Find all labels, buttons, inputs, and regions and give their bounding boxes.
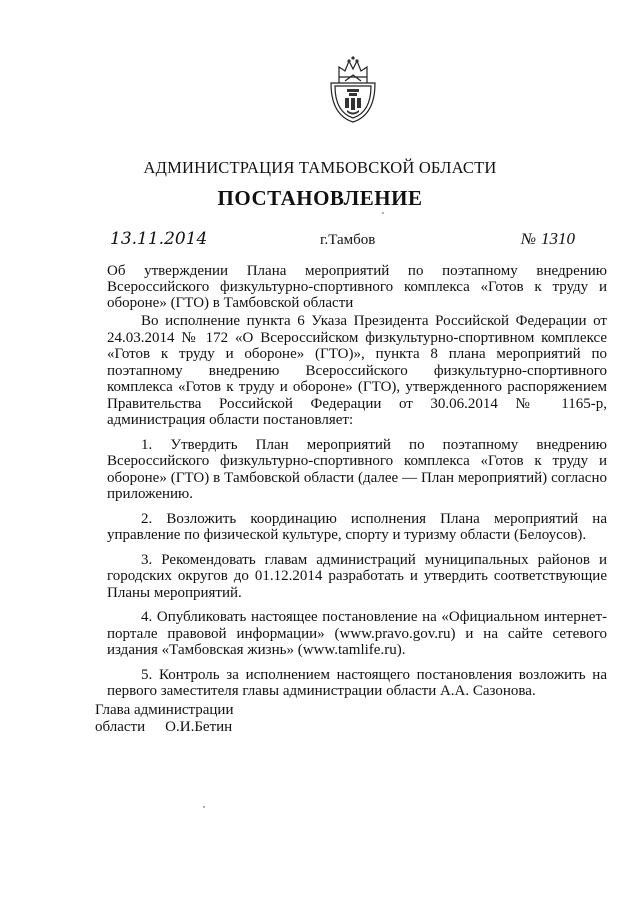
organization-name: АДМИНИСТРАЦИЯ ТАМБОВСКОЙ ОБЛАСТИ: [143, 158, 497, 177]
coat-of-arms-emblem: [325, 55, 381, 125]
scan-speck: [382, 212, 384, 214]
preamble-paragraph: Во исполнение пункта 6 Указа Президента Российской Федерации от 24.03.2014 № 172 «О Всероссийском физкультурно-спортивном комплексе «Готов к труду и обороне» (ГТО)», пункта 8 плана мероприятий по поэтапному внедрению Всероссийского физкультурно-спортивного комплекса «Готов к труду и обороне» (ГТО), утвержденного распоряжением Правительства Российской Федерации от 30.06.2014 № 1165-р, администрация области постановляет:: [107, 313, 607, 428]
signatory-name: О.И.Бетин: [165, 719, 233, 735]
signature-position-line2: области: [95, 719, 146, 735]
clause-2: 2. Возложить координацию исполнения Плана мероприятий на управление по физической культуре, спорту и туризму области (Белоусов).: [107, 510, 607, 543]
signature-position-line1: Глава администрации: [95, 702, 234, 718]
document-number: 1310: [541, 229, 575, 248]
clause-4: 4. Опубликовать настоящее постановление на «Официальном интернет-портале правовой информации» (www.pravo.gov.ru) и на сайте сетевого издания «Тамбовская жизнь» (www.tamlife.ru).: [107, 609, 607, 658]
document-number-label: №: [521, 231, 537, 248]
document-title: ПОСТАНОВЛЕНИЕ: [217, 186, 423, 210]
clause-1: 1. Утвердить План мероприятий по поэтапному внедрению Всероссийского физкультурно-спортивного комплекса «Готов к труду и обороне» (ГТО) в Тамбовской области (далее — План мероприятий) согласно приложению.: [107, 436, 607, 502]
scan-speck: [203, 806, 205, 808]
signature-block: [95, 702, 233, 736]
document-subject: Об утверждении Плана мероприятий по поэтапному внедрению Всероссийского физкультурно-спортивного комплекса «Готов к труду и обороне» (ГТО) в Тамбовской области: [107, 263, 607, 311]
document-body: [107, 313, 607, 700]
document-city: г.Тамбов: [320, 232, 376, 248]
clause-3: 3. Рекомендовать главам администраций муниципальных районов и городских округов до 01.12.2014 разработать и утвердить соответствующие Планы мероприятий.: [107, 551, 607, 601]
clause-5: 5. Контроль за исполнением настоящего постановления возложить на первого заместителя главы администрации области А.А. Сазонова.: [107, 666, 607, 699]
document-date: 13.11.2014: [110, 229, 208, 249]
